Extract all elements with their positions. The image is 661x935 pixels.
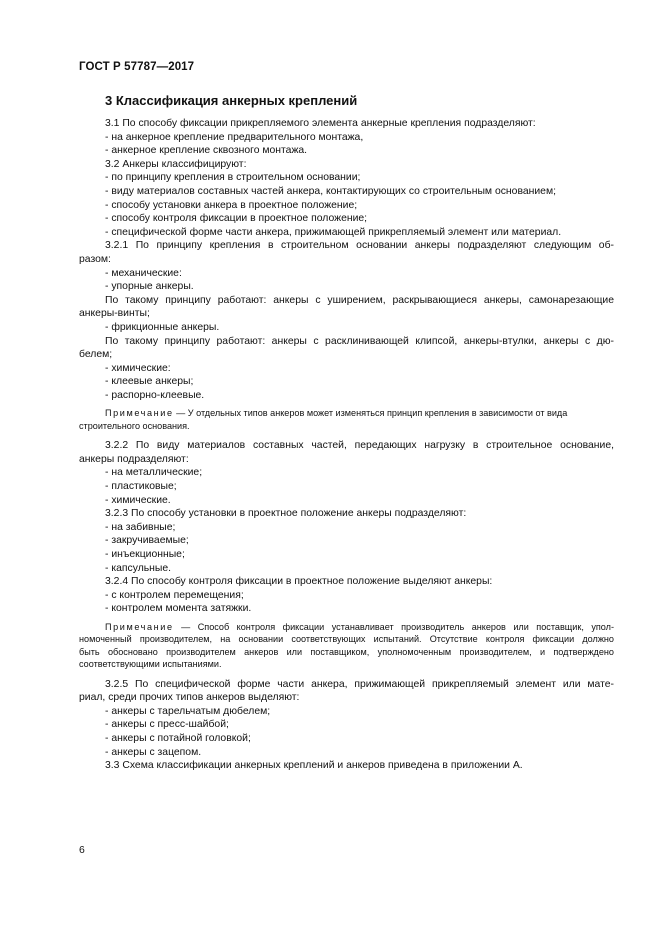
list-item: - химические: (105, 362, 171, 374)
paragraph: По такому принципу работают: анкеры с уширением, раскрывающиеся анкеры, самонарезающие (105, 294, 614, 306)
list-item: - распорно-клеевые. (105, 389, 205, 401)
list-item: - по принципу крепления в строительном основании; (105, 172, 361, 184)
paragraph: 3.3 Схема классификации анкерных креплений и анкеров приведена в приложении А. (105, 760, 523, 772)
note-text: номоченный производителем, на основании соответствующих испытаний. Отсутствие контроля фиксации должно (79, 634, 614, 645)
document-body (79, 117, 614, 773)
list-item: - анкеры с пресс-шайбой; (105, 719, 229, 731)
paragraph-continuation: анкеры подразделяют: (79, 453, 189, 465)
list-item: - способу контроля фиксации в проектное положение; (105, 213, 368, 225)
list-item: - упорные анкеры. (105, 281, 194, 293)
list-item: - анкеры с потайной головкой; (105, 733, 251, 744)
list-item: - анкеры с тарельчатым дюбелем; (105, 705, 271, 717)
note-text: строительного основания. (79, 420, 190, 431)
paragraph: 3.2 Анкеры классифицируют: (105, 158, 247, 170)
paragraph: 3.2.2 По виду материалов составных частей, передающих нагрузку в строительное основание, (105, 440, 614, 452)
list-item: - капсульные. (105, 562, 172, 574)
paragraph: 3.2.4 По способу контроля фиксации в проектное положение выделяют анкеры: (105, 576, 493, 588)
note-1 (79, 407, 614, 432)
list-item: - пластиковые; (105, 481, 177, 493)
note-text: — Способ контроля фиксации устанавливает производитель анкеров или поставщик, упол- (173, 622, 614, 632)
note-2 (79, 621, 614, 671)
list-item: - химические. (105, 494, 171, 506)
list-item: - анкерное крепление сквозного монтажа. (105, 145, 308, 157)
paragraph-continuation: разом: (79, 253, 111, 265)
paragraph-continuation: белем; (79, 349, 113, 361)
list-item: - инъекционные; (105, 549, 185, 561)
list-item: - на металлические; (105, 467, 203, 479)
paragraph: 3.2.3 По способу установки в проектное положение анкеры подразделяют: (105, 508, 467, 520)
list-item: - механические: (105, 267, 182, 279)
list-item: - специфической форме части анкера, прижимающей прикрепляемый элемент или материал. (105, 226, 562, 238)
paragraph-continuation: анкеры-винты; (79, 308, 150, 320)
paragraph: 3.2.5 По специфической форме части анкера, прижимающей прикрепляемый элемент или мате- (105, 678, 614, 690)
list-item: - на забивные; (105, 521, 176, 533)
note-text: соответствующими испытаниями. (79, 659, 222, 670)
list-item: - клеевые анкеры; (105, 376, 194, 388)
list-item: - анкеры с зацепом. (105, 746, 202, 758)
list-item: - закручиваемые; (105, 535, 189, 547)
note-text: быть обосновано производителем анкеров или поставщиком, уполномоченным производителем, и подтверждено (79, 646, 614, 657)
document-code: ГОСТ Р 57787—2017 (79, 61, 195, 73)
paragraph: 3.2.1 По принципу крепления в строительном основании анкеры подразделяют следующим об- (105, 240, 614, 252)
list-item: - контролем момента затяжки. (105, 603, 252, 615)
paragraph-continuation: риал, среди прочих типов анкеров выделяют: (79, 692, 300, 704)
paragraph: По такому принципу работают: анкеры с расклинивающей клипсой, анкеры-втулки, анкеры с дю- (105, 335, 614, 347)
list-item: - на анкерное крепление предварительного монтажа, (105, 131, 364, 143)
paragraph: 3.1 По способу фиксации прикрепляемого элемента анкерные крепления подразделяют: (105, 118, 536, 129)
list-item: - способу установки анкера в проектное положение; (105, 199, 358, 211)
section-title: 3 Классификация анкерных креплений (105, 93, 358, 108)
note-text: — У отдельных типов анкеров может изменяться принцип крепления в зависимости от вида (173, 408, 568, 419)
note-label: Примечание (105, 622, 174, 632)
page-number: 6 (79, 845, 85, 856)
note-label: Примечание (105, 408, 174, 419)
list-item: - виду материалов составных частей анкера, контактирующих со строительным основанием; (105, 185, 556, 197)
list-item: - с контролем перемещения; (105, 589, 244, 601)
list-item: - фрикционные анкеры. (105, 321, 220, 333)
